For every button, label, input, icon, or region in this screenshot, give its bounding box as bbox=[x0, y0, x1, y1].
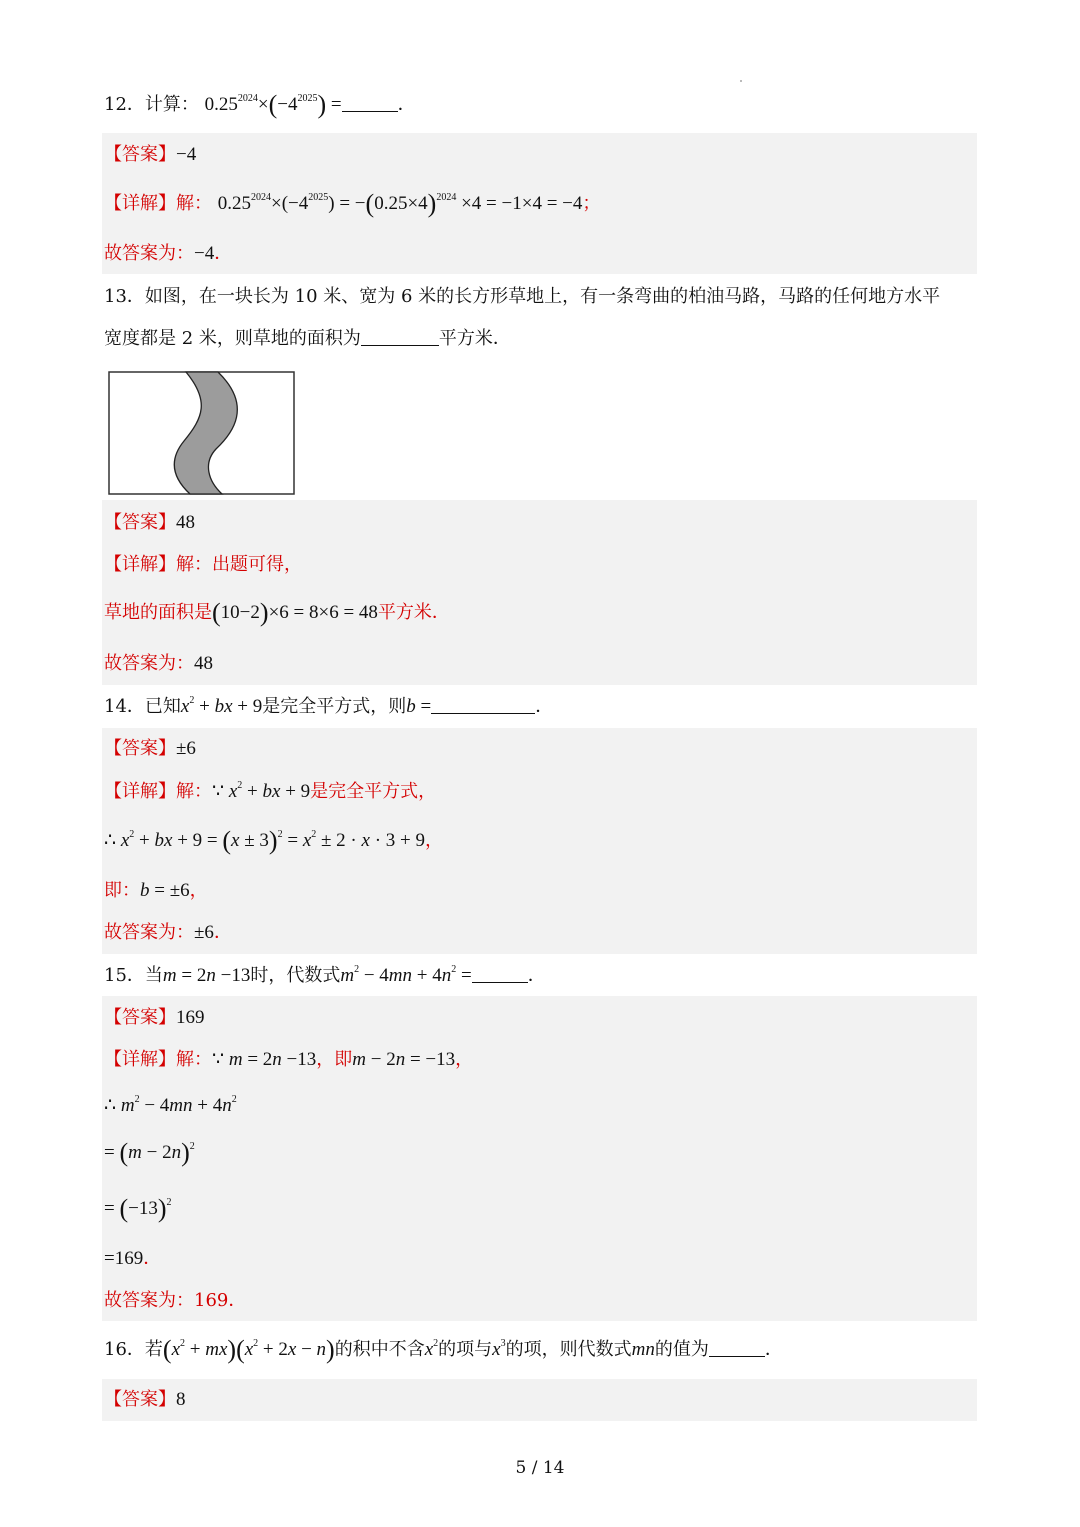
question-13 bbox=[104, 285, 940, 309]
detail-mid: ，即 bbox=[316, 1049, 353, 1070]
question-text: 若 bbox=[144, 1339, 163, 1360]
answer-line bbox=[104, 1006, 205, 1030]
conclusion-line: 故答案为：−4． bbox=[104, 243, 233, 264]
question-text: 是完全平方式，则 bbox=[262, 696, 407, 717]
answer-blank bbox=[472, 966, 528, 983]
answer-box-15 bbox=[102, 996, 977, 1321]
detail-line bbox=[104, 553, 302, 577]
answer-tag: 【答案】 bbox=[104, 144, 176, 165]
detail-tag: 【详解】 bbox=[104, 781, 176, 802]
detail-tag: 【详解】 bbox=[104, 1049, 176, 1070]
answer-line bbox=[104, 143, 196, 167]
question-16: 16．若$(x^2 + mx)(x^2 + 2x - n)$的积中不含$x^2$的项与$x^3$的项，则代数式mn的值为 ． bbox=[104, 1335, 783, 1364]
detail-line: 【详解】解： $0.25^{2024}\times(-4^{2025}) = -(0.25\times 4)^{2024} \times 4 = -1\times 4 = -4$； bbox=[104, 189, 601, 218]
answer-tag: 【答案】 bbox=[104, 1389, 176, 1410]
math-expression: = $(m - 2n)^2$ bbox=[104, 1138, 195, 1167]
question-number: 15． bbox=[104, 965, 145, 986]
detail-intro: 解： bbox=[176, 193, 212, 214]
area-line bbox=[104, 598, 450, 627]
so-line: 即：b = ±6， bbox=[104, 880, 208, 901]
page-number: 5 / 14 bbox=[515, 1458, 565, 1478]
math-expression: $(x^2 + mx)(x^2 + 2x - n)$ bbox=[162, 1335, 335, 1364]
area-unit: 平方米． bbox=[377, 602, 450, 623]
scan-dot bbox=[740, 80, 742, 82]
answer-box-13 bbox=[102, 500, 977, 685]
area-text: 草地的面积是 bbox=[104, 602, 212, 623]
question-15: 15．当m = 2n −13时，代数式$m^2 - 4mn + 4n^2$ = ． bbox=[104, 964, 546, 986]
question-prompt: 计算： bbox=[144, 94, 199, 115]
question-text: 的项与 bbox=[438, 1339, 493, 1360]
question-number: 14． bbox=[104, 696, 145, 717]
math-expression: ∴ $m^2 - 4mn + 4n^2$ bbox=[104, 1094, 237, 1116]
math-expression: (10−2)×6 = 8×6 = 48 bbox=[212, 598, 378, 627]
step-line: =169． bbox=[104, 1248, 162, 1269]
conclusion-text: 故答案为： bbox=[104, 922, 194, 943]
answer-blank bbox=[431, 697, 535, 714]
answer-blank bbox=[361, 329, 439, 346]
conclusion-value: −4 bbox=[194, 243, 215, 264]
detail-intro: 解： bbox=[176, 1049, 212, 1070]
detail-tag: 【详解】 bbox=[104, 554, 176, 575]
conclusion-text: 故答案为： bbox=[104, 243, 194, 264]
answer-tag: 【答案】 bbox=[104, 1007, 176, 1028]
answer-blank bbox=[709, 1340, 765, 1357]
detail-intro: 解： bbox=[176, 781, 212, 802]
math-expression: ∴ $x^2$ + bx + $9 = (x \pm 3)^2 = x^2 \pm 2 \cdot x \cdot 3 + 9$ bbox=[104, 826, 425, 855]
math-expression: $0.25^{2024}\times(-4^{2025})$ = bbox=[204, 90, 342, 119]
step-line bbox=[104, 1138, 195, 1167]
question-text: 的项，则代数式 bbox=[505, 1339, 632, 1360]
question-text: 时，代数式 bbox=[250, 965, 341, 986]
question-text: 当 bbox=[144, 965, 163, 986]
conclusion-line: 故答案为：±6． bbox=[104, 922, 232, 943]
detail-tail: 是完全平方式， bbox=[310, 781, 437, 802]
answer-tag: 【答案】 bbox=[104, 738, 176, 759]
answer-tag: 【答案】 bbox=[104, 512, 176, 533]
answer-value: ±6 bbox=[176, 738, 196, 759]
answer-value: 48 bbox=[176, 512, 195, 533]
result-value: =169 bbox=[104, 1248, 144, 1269]
question-text: 的值为 bbox=[654, 1339, 709, 1360]
conclusion-text: 故答案为： bbox=[104, 653, 194, 674]
answer-line bbox=[104, 737, 196, 761]
answer-box-16 bbox=[102, 1379, 977, 1421]
math-expression: = $(-13)^2$ bbox=[104, 1194, 172, 1223]
question-text: 的积中不含 bbox=[334, 1339, 425, 1360]
conclusion-value: ±6 bbox=[194, 922, 214, 943]
conclusion-text: 故答案为：169． bbox=[104, 1290, 247, 1311]
road-diagram bbox=[108, 371, 296, 496]
so-prefix: 即： bbox=[104, 880, 140, 901]
step-line bbox=[104, 1094, 237, 1118]
answer-blank bbox=[342, 95, 398, 112]
step-line bbox=[104, 1194, 172, 1223]
question-number: 16． bbox=[104, 1339, 145, 1360]
question-number: 13． bbox=[104, 286, 145, 307]
question-14: 14．已知$x^2$ + bx + 9是完全平方式，则b = ． bbox=[104, 695, 554, 717]
question-text: 已知 bbox=[144, 696, 181, 717]
question-text: 平方米． bbox=[438, 328, 511, 349]
question-13-line2 bbox=[104, 327, 511, 351]
conclusion-line bbox=[104, 652, 213, 676]
question-12: 12．计算： $0.25^{2024}\times(-4^{2025})$ = ． bbox=[104, 90, 416, 119]
conclusion-value: 48 bbox=[194, 653, 213, 674]
conclusion-line bbox=[104, 1289, 246, 1313]
answer-line bbox=[104, 511, 195, 535]
answer-value: 8 bbox=[176, 1389, 186, 1410]
detail-intro: 解：出题可得， bbox=[176, 554, 302, 575]
question-text: 如图，在一块长为 10 米、宽为 6 米的长方形草地上，有一条弯曲的柏油马路，马路的任何地方水平 bbox=[144, 286, 941, 307]
answer-line bbox=[104, 1388, 186, 1412]
detail-line: 【详解】解：∵ m = 2n −13，即m − 2n = −13， bbox=[104, 1049, 474, 1070]
math-expression: $0.25^{2024}\times(-4^{2025}) = -(0.25\times 4)^{2024} \times 4 = -1\times 4 = -4$ bbox=[217, 189, 583, 218]
detail-tag: 【详解】 bbox=[104, 193, 176, 214]
answer-value: 169 bbox=[176, 1007, 205, 1028]
question-number: 12． bbox=[104, 94, 145, 115]
detail-line: 【详解】解：∵ $x^2$ + bx + 9是完全平方式， bbox=[104, 780, 437, 802]
math-expression: $x^2$ + bx + 9 bbox=[180, 695, 263, 717]
derivation-line: ∴ $x^2$ + bx + $9 = (x \pm 3)^2 = x^2 \pm 2 \cdot x \cdot 3 + 9$， bbox=[104, 826, 443, 855]
question-text: 宽度都是 2 米，则草地的面积为 bbox=[104, 328, 361, 349]
answer-value: −4 bbox=[176, 144, 197, 165]
